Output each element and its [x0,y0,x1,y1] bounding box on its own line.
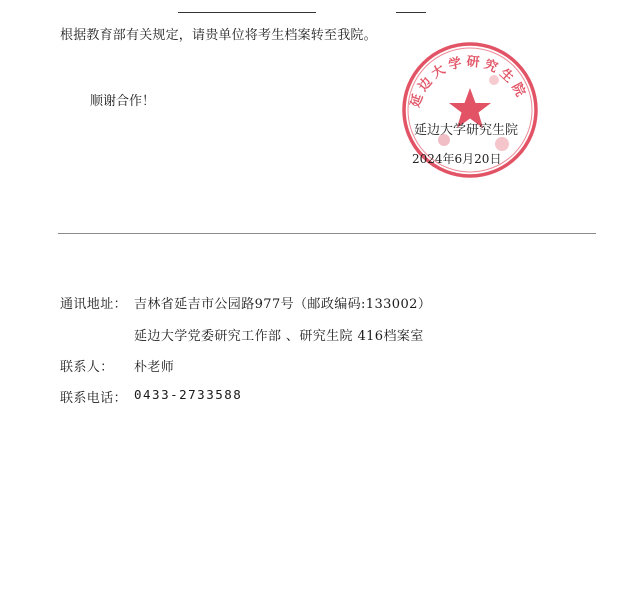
contact-phone-label: 联系电话： [60,391,128,406]
signature-organization: 延边大学研究生院 [414,123,519,138]
address-label: 通讯地址： [60,297,128,312]
contact-phone-value: 0433-2733588 [134,387,243,402]
top-underline-right [396,12,426,13]
address-line-2: 延边大学党委研究工作部 、研究生院 416档案室 [134,329,424,344]
address-line-1: 吉林省延吉市公园路977号（邮政编码:133002） [134,297,432,312]
seal-ring-text: 延边大学研究生院 [407,54,530,110]
letter-paragraph: 根据教育部有关规定，请贵单位将考生档案转至我院。 [60,28,377,43]
section-divider [58,233,596,234]
contact-person-label: 联系人： [60,360,114,375]
contact-person-value: 朴老师 [134,360,175,375]
top-underline-left [178,12,316,13]
letter-thanks: 顺谢合作！ [90,94,156,109]
signature-date: 2024年6月20日 [412,152,502,166]
